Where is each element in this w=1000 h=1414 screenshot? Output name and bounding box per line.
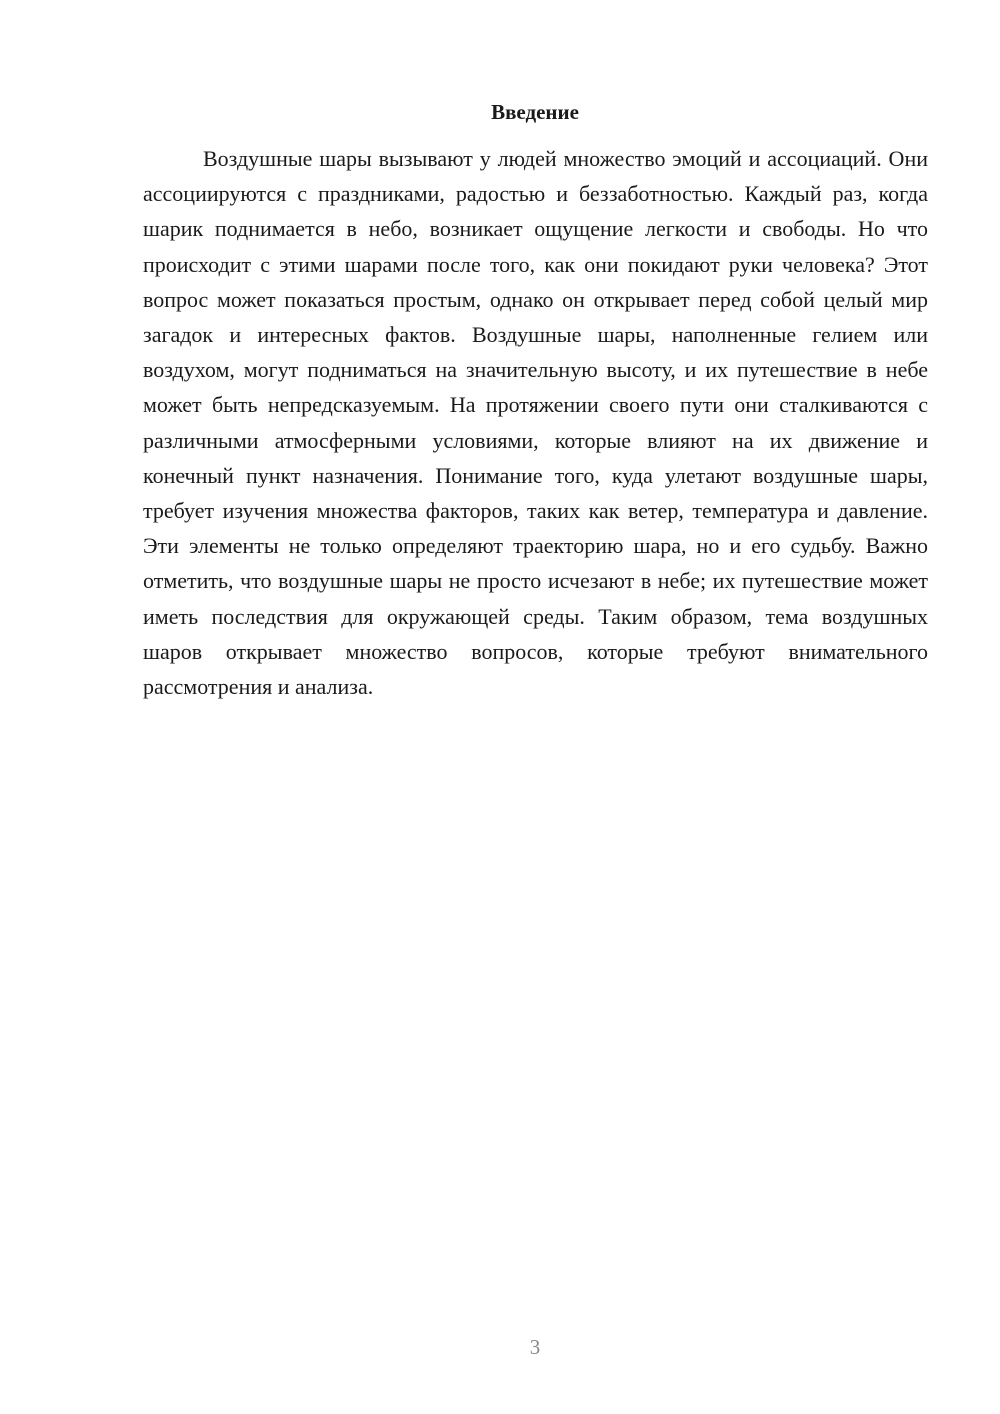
body-paragraph: Воздушные шары вызывают у людей множество эмоций и ассоциаций. Они ассоциируются с праздниками, радостью и беззаботностью. Каждый раз, когда шарик поднимается в небо, возникает ощущение легкости и свободы. Но что происходит с этими шарами после того, как они покидают руки человека? Этот вопрос может показаться простым, однако он открывает перед собой целый мир загадок и интересных фактов. Воздушные шары, наполненные гелием или воздухом, могут подниматься на значительную высоту, и их путешествие в небе может быть непредсказуемым. На протяжении своего пути они сталкиваются с различными атмосферными условиями, которые влияют на их движение и конечный пункт назначения. Понимание того, куда улетают воздушные шары, требует изучения множества факторов, таких как ветер, температура и давление. Эти элементы не только определяют траекторию шара, но и его судьбу. Важно отметить, что воздушные шары не просто исчезают в небе; их путешествие может иметь последствия для окружающей среды. Таким образом, тема воздушных шаров открывает множество вопросов, которые требуют внимательного рассмотрения и анализа. — [143, 146, 928, 700]
page-number: 3 — [529, 1335, 541, 1359]
section-heading: Введение — [491, 100, 579, 124]
